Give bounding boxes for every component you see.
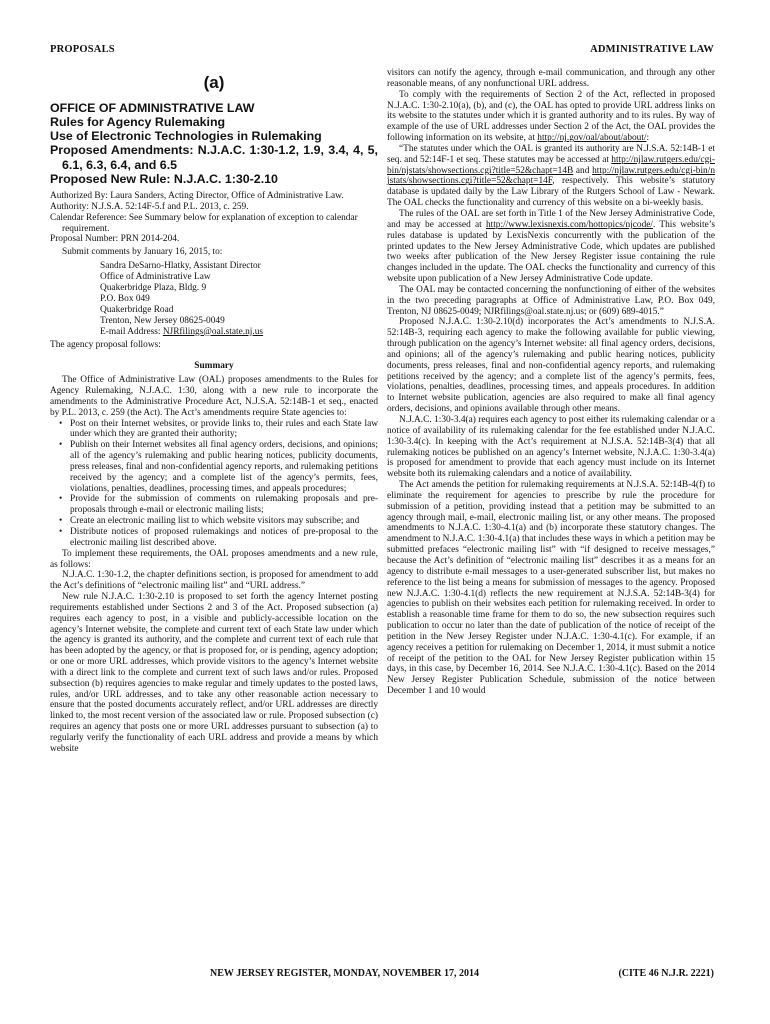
submit-comments: Submit comments by January 16, 2015, to: — [62, 247, 223, 258]
requirements-list — [50, 419, 378, 549]
email-line — [100, 327, 378, 338]
list-item: • Provide for the submission of comments on rulemaking proposals and pre-proposals through e-mail or electronic mailing lists; — [70, 494, 378, 516]
paragraph-new-rule: New rule N.J.A.C. 1:30-2.10 is proposed to set forth the agency Internet posting requirements established under Sections 2 and 3 of the Act. Proposed subsection (a) requires each agency to post, in a visible and publicly-accessible location on the agency’s Internet website, the complete and current text of each State law under which the agency is granted its authority, and the complete and current text of each rule that has been adopted by the agency, or that is proposed for, or is pending, agency adoption; or one or more URL addresses, which provide visitors to the agency’s Internet website with a direct link to the complete and current text of such laws and/or rules. Proposed subsection (b) requires agencies to make regular and timely updates to the posted laws, rules, and/or URL addresses, and to take any other reasonable action necessary to ensure that the posted documents accurately reflect, and/or URL addresses are directly linked to, the most recent version of the associated law or rule. Proposed subsection (c) requires an agency that posts one or more URL addresses pursuant to subsection (a) to regularly verify the functionality of each URL address and provide a means by which website — [50, 592, 378, 754]
paragraph-contact: The OAL may be contacted concerning the nonfunctioning of either of the websites in the two preceding paragraphs at Office of Administrative Law, P.O. Box 049, Trenton, NJ 08625-0049; NJRfilings@oal.state.nj.us; or (609) 689-4015.” — [387, 284, 715, 317]
footer-register-date: NEW JERSEY REGISTER, MONDAY, NOVEMBER 17, 2014 — [210, 968, 480, 979]
mailing-address — [50, 261, 378, 337]
paragraph-2-10-d: Proposed N.J.A.C. 1:30-2.10(d) incorporates the Act’s amendments to N.J.S.A. 52:14B-3, requiring each agency to make the following available for public viewing, through publication on the agency’s Internet website: all final agency orders, decisions, and opinions; all of the agency’s rulemaking and public hearing notices, publicity documents, press releases, final and non-confidential agency reports, and rulemaking petitions received by the agency; and a complete list of the agency’s permits, fees, violations, penalties, deadlines, processing times, and appeals procedures. In addition to Internet website publication, agencies are also required to make all final agency orders, decisions, and opinions available through other means. — [387, 317, 715, 415]
paragraph-section-2 — [387, 90, 715, 144]
list-item: • Create an electronic mailing list to which website visitors may subscribe; and — [70, 516, 378, 527]
proposed-new-rule: Proposed New Rule: N.J.A.C. 1:30-2.10 — [50, 171, 278, 186]
email-link[interactable]: NJRfilings@oal.state.nj.us — [162, 326, 264, 337]
paragraph-rules-of-oal — [387, 209, 715, 285]
running-head-left: PROPOSALS — [50, 44, 115, 55]
address-line: Quakerbridge Plaza, Bldg. 9 — [100, 282, 207, 293]
authority: Authority: N.J.S.A. 52:14F-5.f and P.L. 2013, c. 259. — [50, 201, 249, 212]
paragraph-3-4-a: N.J.A.C. 1:30-3.4(a) requires each agency to post either its rulemaking calendar or a notice of availability of its rulemaking calendar for the fee established under N.J.A.C. 1:30-3.4(c). In keeping with the Act’s requirement at N.J.S.A. 52:14B-3(4) that all rulemaking notices be published on an agency’s Internet website, N.J.A.C. 1:30-3.4(a) is proposed for amendment to provide that each agency must include on its Internet website both its rulemaking calendars and a notice of availability. — [387, 415, 715, 480]
njcode-link[interactable]: http://www.lexisnexis.com/hottopics/njcode/ — [485, 219, 653, 230]
text-run: : — [646, 133, 650, 144]
right-column — [387, 68, 715, 697]
section-letter: (a) — [203, 73, 225, 92]
paragraph-petition: The Act amends the petition for rulemaking requirements at N.J.S.A. 52:14B-4(f) to eliminate the requirement for agencies to prescribe by rule the procedure for submission of a petition, providing instead that a petition may be submitted to an agency through mail, e-mail, electronic mailing list, or any other means. The proposed amendments to N.J.A.C. 1:30-4.1(a) and (b) incorporate these statutory changes. The amendment to N.J.A.C. 1:30-4.1(a) that includes these ways in which a petition may be submitted prefaces “electronic mailing list” with “if designed to receive messages,” because the Act’s definition of “electronic mailing list” describes it as a means for an agency to distribute e-mail messages to a user-generated subscriber list, but makes no reference to the list being a means for submission of messages to the agency. Proposed new N.J.A.C. 1:30-4.1(d) reflects the new requirement at N.J.S.A. 52:14B-3(4) for agencies to publish on their websites each petition for rulemaking received. In order to establish a reasonable time frame for them to do so, the new subsection requires such publication to occur no later than the date of publication of the notice of receipt of the petition in the New Jersey Register under N.J.A.C. 1:30-4.1(c). For example, if an agency receives a petition for rulemaking on December 1, 2014, it must submit a notice of receipt of the petition to the OAL for New Jersey Register publication within 15 days, in this case, by December 16, 2014. See N.J.A.C. 1:30-4.1(c). Based on the 2014 New Jersey Register Publication Schedule, submission of the notice between December 1 and 10 would — [387, 480, 715, 697]
list-item: • Publish on their Internet websites all final agency orders, decisions, and opinions; all of the agency’s rulemaking and public hearing notices, publicity documents, press releases, final and non-confidential agency reports, and rulemaking petitions received by the agency; and a complete list of the agency’s permits, fees, violations, penalties, deadlines, processing times, and appeals procedures; — [70, 440, 378, 494]
agency-name: OFFICE OF ADMINISTRATIVE LAW — [50, 100, 255, 115]
statute-14f-link[interactable]: http://njlaw.rutgers.edu/cgi-bin/njstats/showsections.cgi?title=52&chapt=14F — [387, 165, 715, 187]
paragraph-continued: visitors can notify the agency, through e-mail communication, and through any other reasonable means, of any nonfunctional URL address. — [387, 68, 715, 89]
list-item: • Post on their Internet websites, or provide links to, their rules and each State law under which they are granted their authority; — [70, 419, 378, 441]
text-run: , respectively. This website’s statutory database is updated daily by the Law Library of the Rutgers School of Law - Newark. The OAL checks the functionality and currency of this website on a bi-weekly basis. — [387, 176, 715, 209]
list-item: • Distribute notices of proposed rulemakings and notices of pre-proposal to the electronic mailing list described above. — [70, 527, 378, 549]
address-line: Sandra DeSarno-Hlatky, Assistant Director — [100, 261, 261, 272]
summary-intro: The Office of Administrative Law (OAL) proposes amendments to the Rules for Agency Rulemaking, N.J.A.C. 1:30, along with a new rule to incorporate the amendments to the Administrative Procedure Act, N.J.S.A. 52:14B-1 et seq., enacted by P.L. 2013, c. 259 (the Act). The Act’s amendments require State agencies to: — [50, 375, 378, 418]
statute-14b-link[interactable]: http://njlaw.rutgers.edu/cgi-bin/njstats/showsections.cgi?title=52&chapt=14B — [387, 154, 715, 176]
authorized-by: Authorized By: Laura Sanders, Acting Director, Office of Administrative Law. — [50, 191, 344, 202]
address-line: Trenton, New Jersey 08625-0049 — [100, 315, 225, 326]
address-line: Office of Administrative Law — [100, 272, 211, 283]
proposal-follows: The agency proposal follows: — [50, 340, 161, 351]
left-column — [50, 68, 378, 755]
footer-citation: (CITE 46 N.J.R. 2221) — [618, 968, 714, 979]
calendar-reference: Calendar Reference: See Summary below for explanation of exception to calendar requirement. — [50, 212, 358, 234]
paragraph-implement: To implement these requirements, the OAL proposes amendments and a new rule, as follows: — [50, 548, 378, 570]
proposal-meta — [50, 191, 378, 351]
text-run: and — [573, 165, 593, 176]
paragraph-definitions: N.J.A.C. 1:30-1.2, the chapter definitions section, is proposed for amendment to add the Act’s definitions of “electronic mailing list” and “URL address.” — [50, 570, 378, 592]
text-run: To comply with the requirements of Section 2 of the Act, reflected in proposed N.J.A.C. 1:30-2.10(a), (b), and (c), the OAL has opted to provide URL address links on its website to the statutes under which it is granted authority and to its rules. By way of example of the use of URL addresses under Section 2 of the Act, the OAL provides the following information on its website, at — [387, 89, 715, 144]
email-label: E-mail Address: — [100, 326, 163, 337]
paragraph-statutes-quote — [387, 144, 715, 209]
address-line: P.O. Box 049 — [100, 293, 150, 304]
rule-title-1: Rules for Agency Rulemaking — [50, 115, 226, 130]
proposed-amendments: Proposed Amendments: N.J.A.C. 1:30-1.2, 1.9, 3.4, 4, 5, 6.1, 6.3, 6.4, and 6.5 — [50, 143, 378, 172]
text-run: The rules of the OAL are set forth in Title 1 of the New Jersey Administrative Code, and may be accessed at — [387, 208, 715, 230]
text-run: “The statutes under which the OAL is granted its authority are N.J.S.A. 52:14B-1 et seq. and 52:14F-1 et seq. These statutes may be accessed at — [387, 143, 715, 165]
address-line: Quakerbridge Road — [100, 304, 174, 315]
summary-heading: Summary — [194, 361, 234, 372]
proposal-number: Proposal Number: PRN 2014-204. — [50, 234, 180, 245]
text-run: . This website’s rules database is updated by LexisNexis concurrently with the publication of the printed updates to the New Jersey Administrative Code, which updates are published two weeks after publication of the New Jersey Register issue containing the rule changes included in the update. The OAL checks the functionality and currency of this website upon publication of a New Jersey Administrative Code update. — [387, 219, 715, 285]
running-head-right: ADMINISTRATIVE LAW — [590, 44, 714, 55]
oal-about-link[interactable]: http://nj.gov/oal/about/about/ — [537, 133, 647, 144]
rule-title-2: Use of Electronic Technologies in Rulemaking — [50, 129, 322, 144]
